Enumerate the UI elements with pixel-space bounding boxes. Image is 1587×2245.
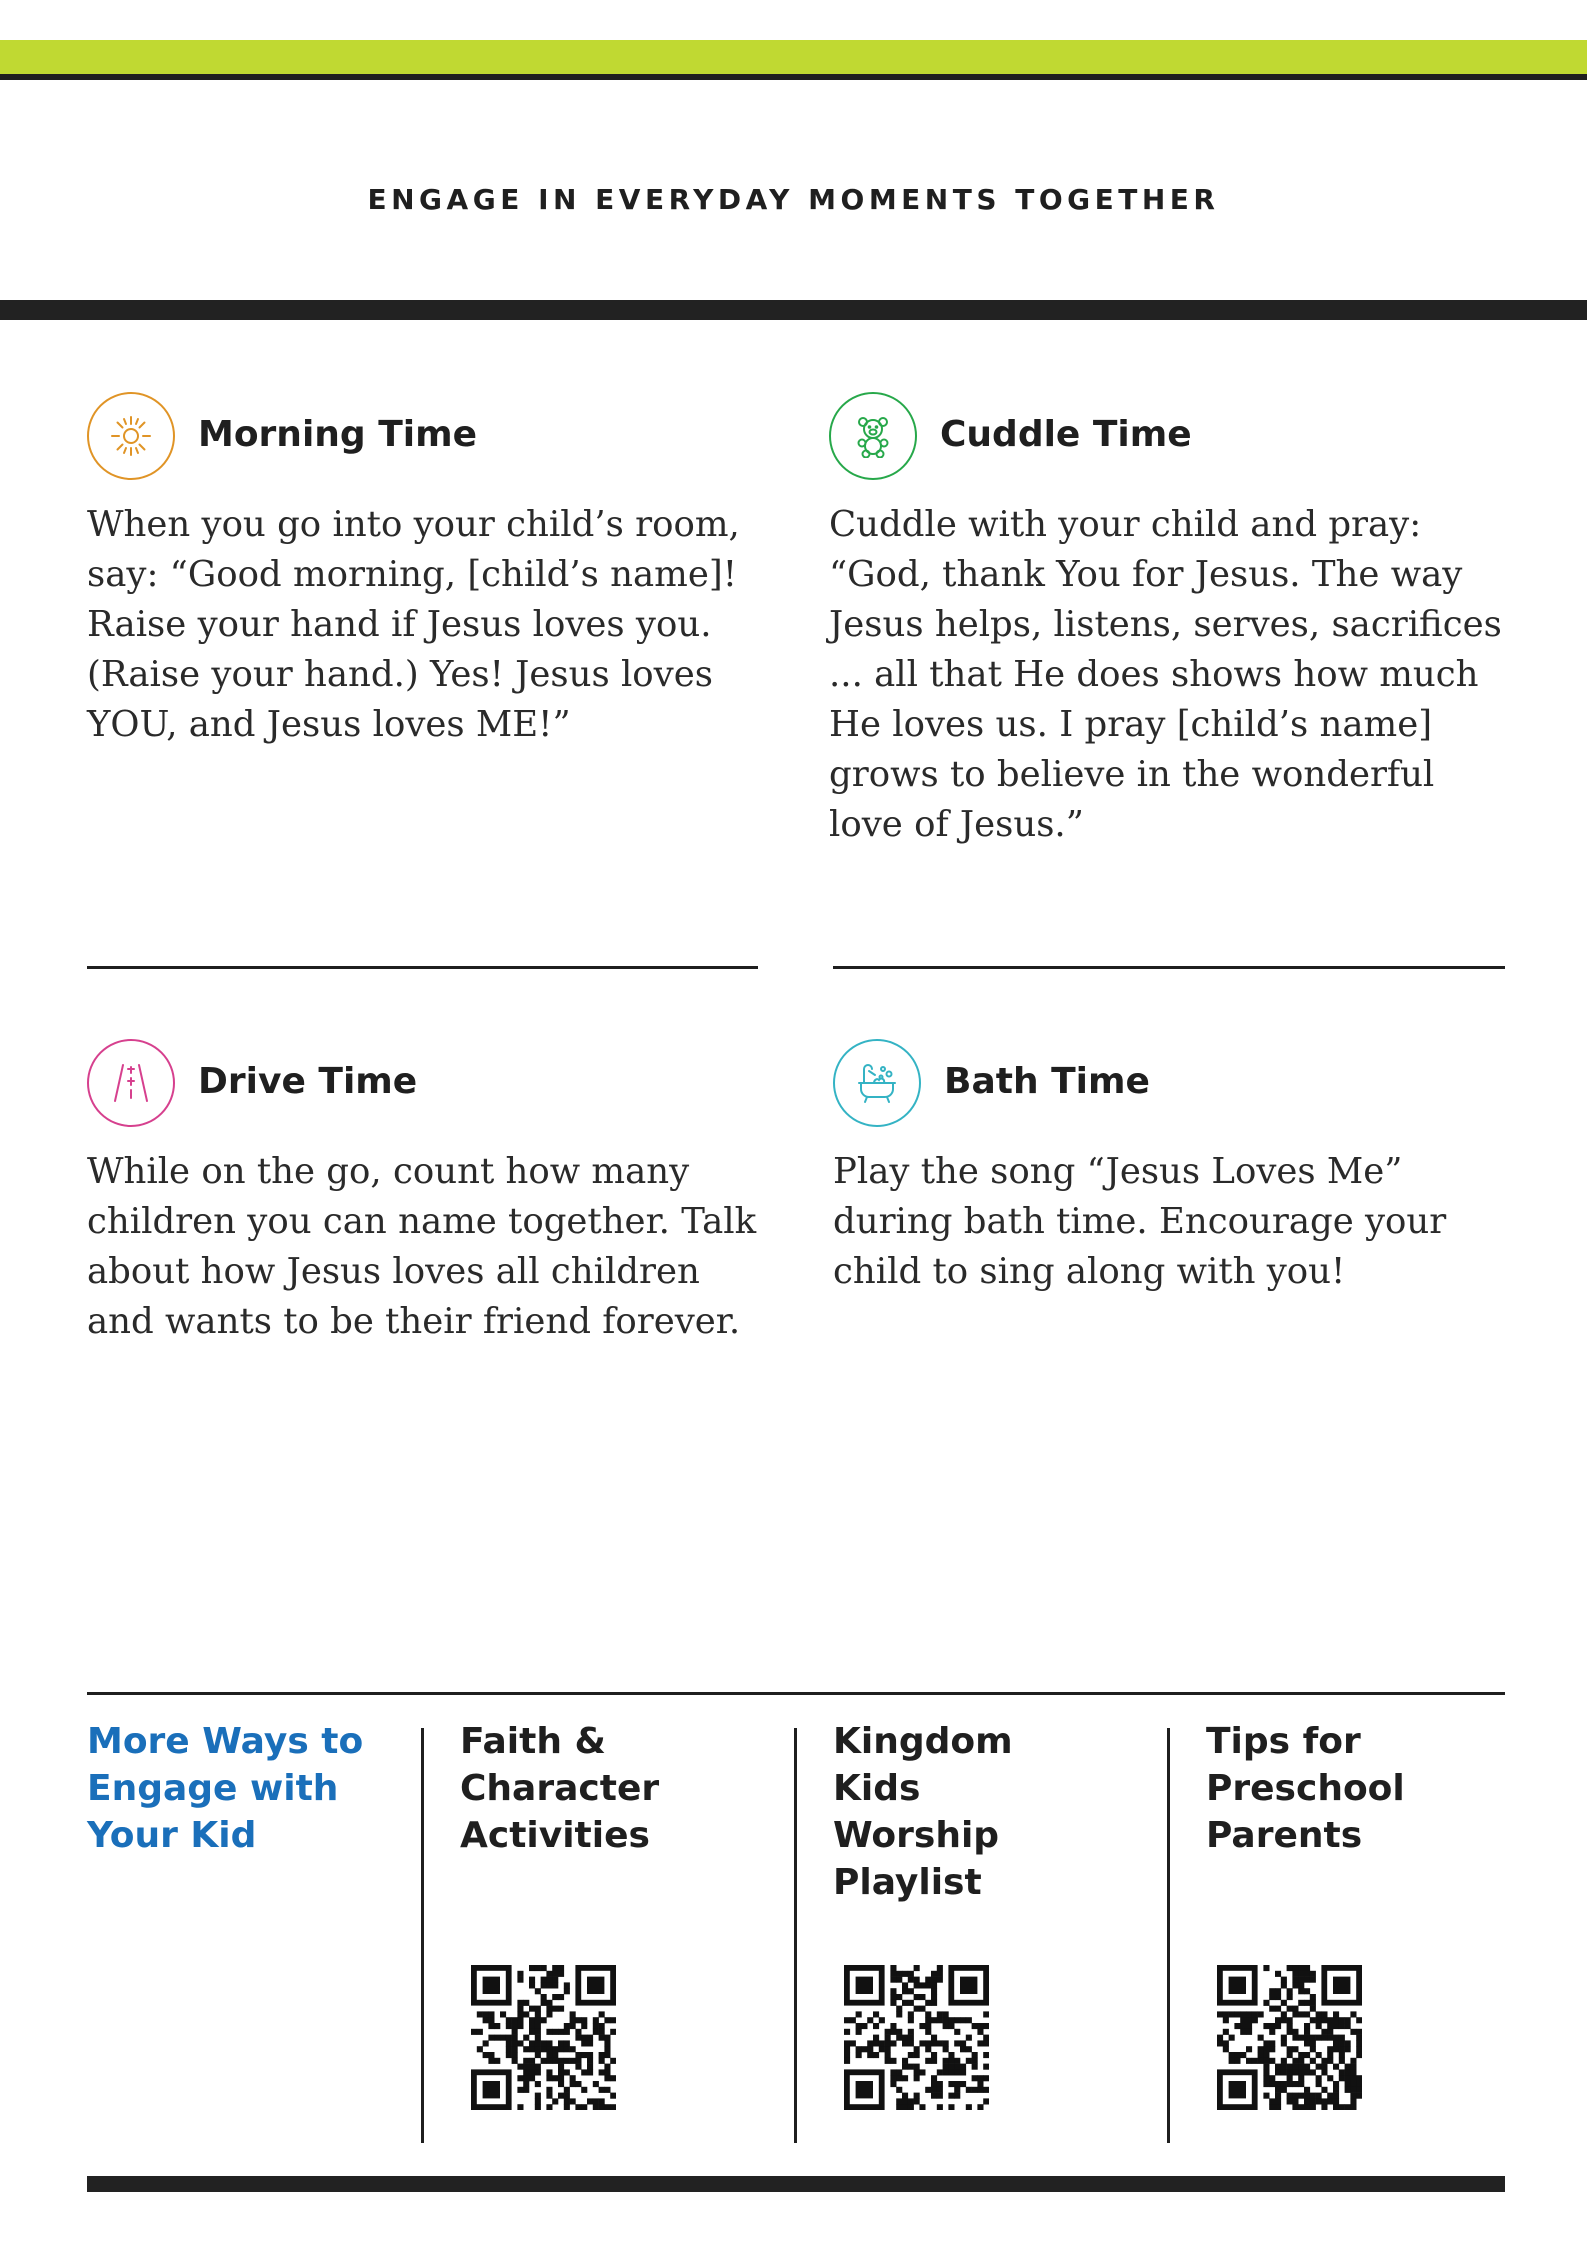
footer-link-line: Playlist	[833, 1862, 982, 1903]
footer-column-divider	[1167, 1728, 1170, 2143]
section-body: Cuddle with your child and pray: “God, thank You for Jesus. The way Jesus helps, listens, serves, sacrifices ... all that He does shows how much He loves us. I pray [child’s name] grows to believe in the wonderful love of Jesus.”	[829, 504, 1502, 845]
header-divider-band	[0, 300, 1587, 320]
section-title: Bath Time	[944, 1061, 1150, 1102]
section-bath-time	[833, 1039, 1519, 1297]
footer-link-line: Preschool	[1206, 1768, 1405, 1809]
footer-link-faith-character-activities[interactable]	[460, 1718, 780, 1859]
section-body: When you go into your child’s room, say: “Good morning, [child’s name]! Raise your hand if Jesus loves you. (Raise your hand.) Yes! Jesus loves YOU, and Jesus loves ME!”	[87, 504, 740, 745]
section-morning-time	[87, 392, 777, 750]
teddy-bear-icon	[829, 392, 917, 480]
footer-link-kingdom-kids-worship-playlist[interactable]	[833, 1718, 1153, 1906]
footer-link-line: Tips for	[1206, 1721, 1361, 1762]
qr-code-icon[interactable]	[471, 1965, 616, 2110]
divider-left	[87, 966, 758, 969]
section-body: Play the song “Jesus Loves Me” during bath time. Encourage your child to sing along with you!	[833, 1151, 1447, 1292]
footer-link-line: Parents	[1206, 1815, 1363, 1856]
footer-link-line: Worship	[833, 1815, 1000, 1856]
section-title: Drive Time	[198, 1061, 418, 1102]
qr-code-icon[interactable]	[844, 1965, 989, 2110]
top-accent-edge	[0, 74, 1587, 80]
top-accent-band	[0, 40, 1587, 74]
page-title: ENGAGE IN EVERYDAY MOMENTS TOGETHER	[367, 183, 1220, 216]
section-drive-time	[87, 1039, 777, 1347]
section-title: Cuddle Time	[940, 414, 1192, 455]
bathtub-icon	[833, 1039, 921, 1127]
footer-column-divider	[794, 1728, 797, 2143]
footer-link-line: Kids	[833, 1768, 921, 1809]
footer-link-tips-for-preschool-parents[interactable]	[1206, 1718, 1496, 1859]
footer-intro-line: More Ways to	[87, 1721, 364, 1762]
footer-intro-line: Engage with	[87, 1768, 339, 1809]
section-body: While on the go, count how many children you can name together. Talk about how Jesus loves all children and wants to be their friend forever.	[87, 1151, 757, 1342]
qr-code-icon[interactable]	[1217, 1965, 1362, 2110]
footer-link-line: Activities	[460, 1815, 650, 1856]
divider-right	[833, 966, 1505, 969]
footer-column-divider	[421, 1728, 424, 2143]
footer-link-line: Character	[460, 1768, 660, 1809]
bottom-band	[87, 2176, 1505, 2192]
section-title: Morning Time	[198, 414, 478, 455]
footer-divider	[87, 1692, 1505, 1695]
section-cuddle-time	[829, 392, 1519, 850]
footer-intro-line: Your Kid	[87, 1815, 257, 1856]
footer-link-line: Faith &	[460, 1721, 606, 1762]
footer-link-line: Kingdom	[833, 1721, 1013, 1762]
road-icon	[87, 1039, 175, 1127]
sun-icon	[87, 392, 175, 480]
footer-intro	[87, 1718, 407, 1859]
